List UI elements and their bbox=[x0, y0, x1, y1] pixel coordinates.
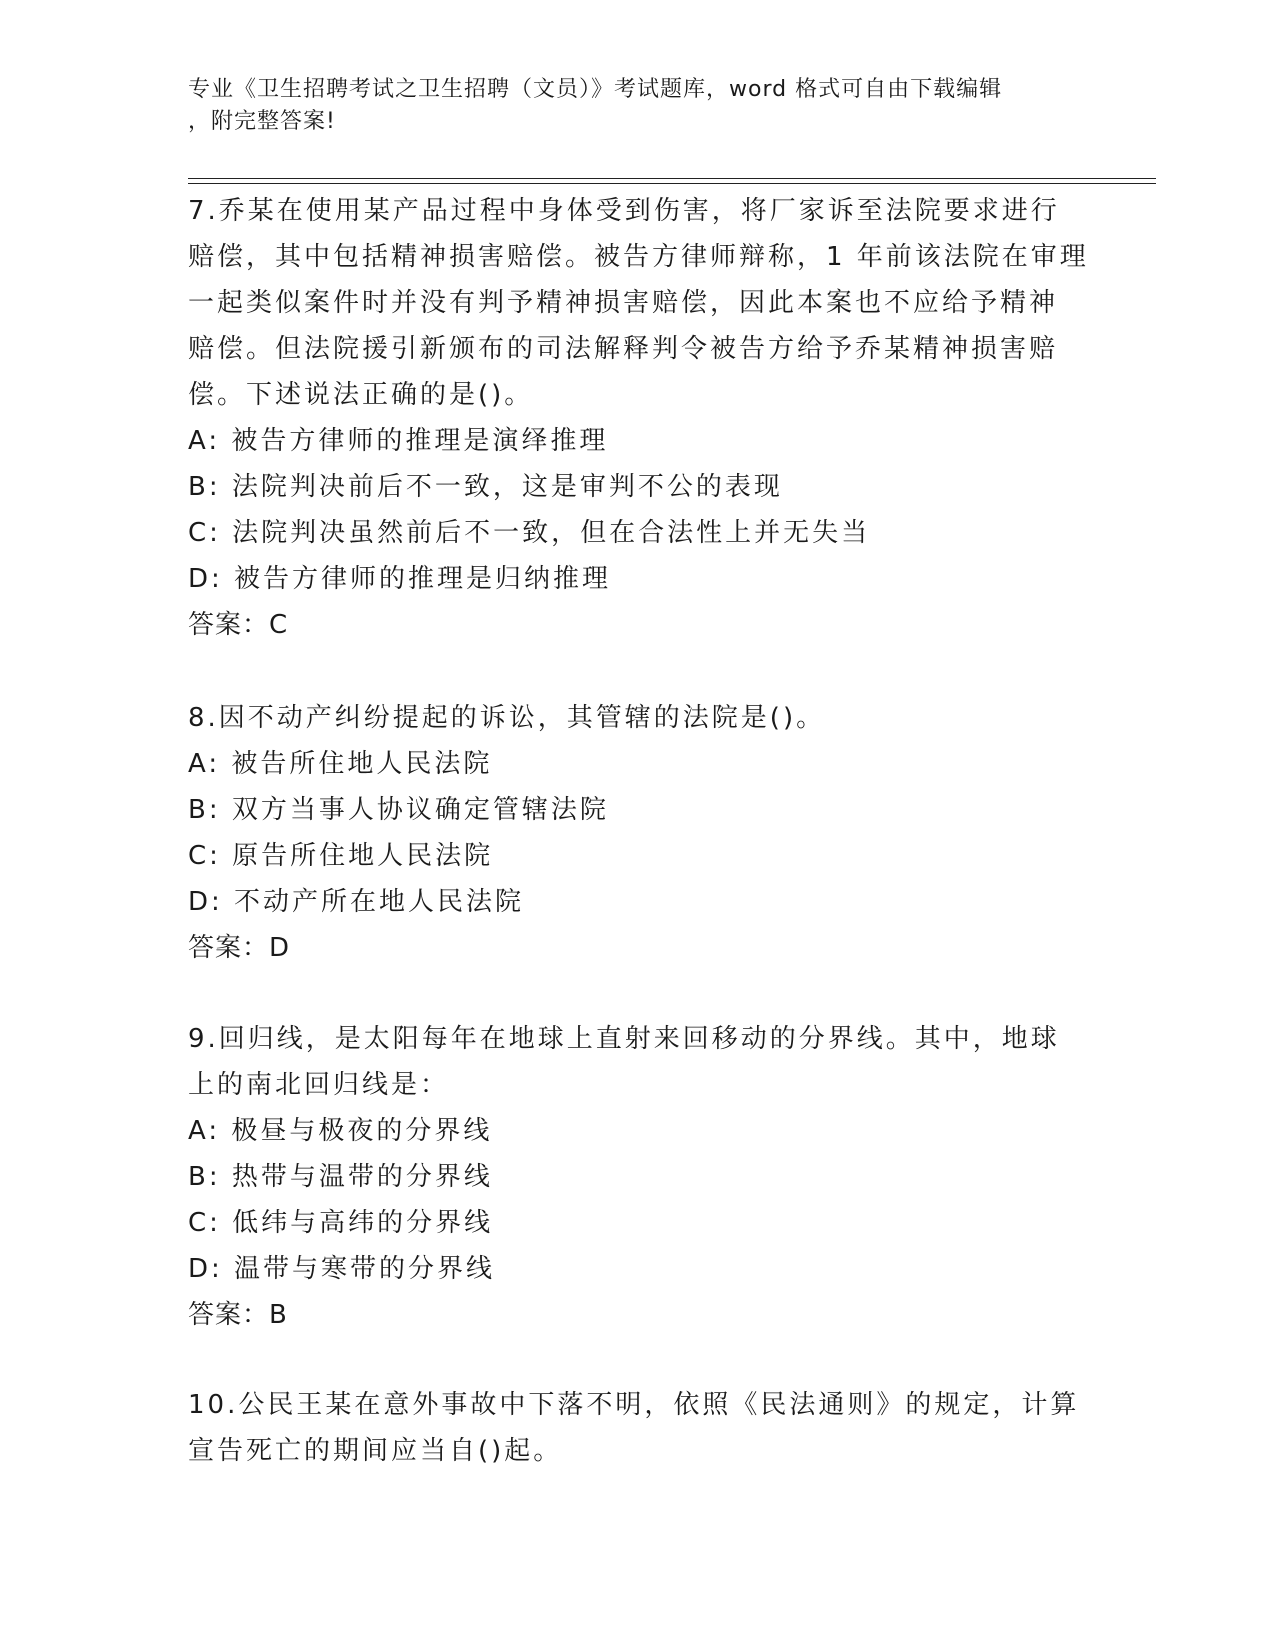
header-line-1: 专业《卫生招聘考试之卫生招聘（文员）》考试题库，word 格式可自由下载编辑 bbox=[188, 77, 1003, 102]
option-c: C: 法院判决虽然前后不一致，但在合法性上并无失当 bbox=[188, 518, 871, 548]
question-8 bbox=[188, 695, 1088, 971]
question-10 bbox=[188, 1382, 1088, 1474]
option-d: D: 不动产所在地人民法院 bbox=[188, 887, 525, 917]
option-a: A: 被告方律师的推理是演绎推理 bbox=[188, 426, 609, 456]
header-divider-top bbox=[188, 178, 1156, 179]
option-b: B: 法院判决前后不一致，这是审判不公的表现 bbox=[188, 472, 783, 502]
answer-line: 答案：B bbox=[188, 1300, 288, 1330]
option-c: C: 低纬与高纬的分界线 bbox=[188, 1208, 494, 1238]
option-c: C: 原告所住地人民法院 bbox=[188, 841, 494, 871]
header-divider-bottom bbox=[188, 183, 1156, 184]
question-7 bbox=[188, 188, 1088, 648]
document-header bbox=[188, 74, 1088, 138]
option-d: D: 温带与寒带的分界线 bbox=[188, 1254, 496, 1284]
question-text-line: 9.回归线，是太阳每年在地球上直射来回移动的分界线。其中，地球 bbox=[188, 1024, 1060, 1054]
question-text-line: 赔偿，其中包括精神损害赔偿。被告方律师辩称，1 年前该法院在审理 bbox=[188, 242, 1089, 272]
question-text-line: 上的南北回归线是： bbox=[188, 1070, 450, 1100]
question-text-line: 8.因不动产纠纷提起的诉讼，其管辖的法院是()。 bbox=[188, 703, 826, 733]
question-text-line: 10.公民王某在意外事故中下落不明，依照《民法通则》的规定，计算 bbox=[188, 1390, 1080, 1420]
option-a: A: 被告所住地人民法院 bbox=[188, 749, 493, 779]
header-line-2: ，附完整答案! bbox=[188, 109, 336, 134]
option-b: B: 热带与温带的分界线 bbox=[188, 1162, 493, 1192]
question-text-line: 7.乔某在使用某产品过程中身体受到伤害，将厂家诉至法院要求进行 bbox=[188, 196, 1060, 226]
question-text-line: 偿。下述说法正确的是()。 bbox=[188, 380, 534, 410]
option-a: A: 极昼与极夜的分界线 bbox=[188, 1116, 493, 1146]
answer-line: 答案：D bbox=[188, 933, 291, 963]
option-d: D: 被告方律师的推理是归纳推理 bbox=[188, 564, 612, 594]
question-text-line: 赔偿。但法院援引新颁布的司法解释判令被告方给予乔某精神损害赔 bbox=[188, 334, 1059, 364]
question-9 bbox=[188, 1016, 1088, 1338]
answer-line: 答案：C bbox=[188, 610, 289, 640]
question-text-line: 宣告死亡的期间应当自()起。 bbox=[188, 1436, 563, 1466]
option-b: B: 双方当事人协议确定管辖法院 bbox=[188, 795, 609, 825]
question-text-line: 一起类似案件时并没有判予精神损害赔偿，因此本案也不应给予精神 bbox=[188, 288, 1059, 318]
